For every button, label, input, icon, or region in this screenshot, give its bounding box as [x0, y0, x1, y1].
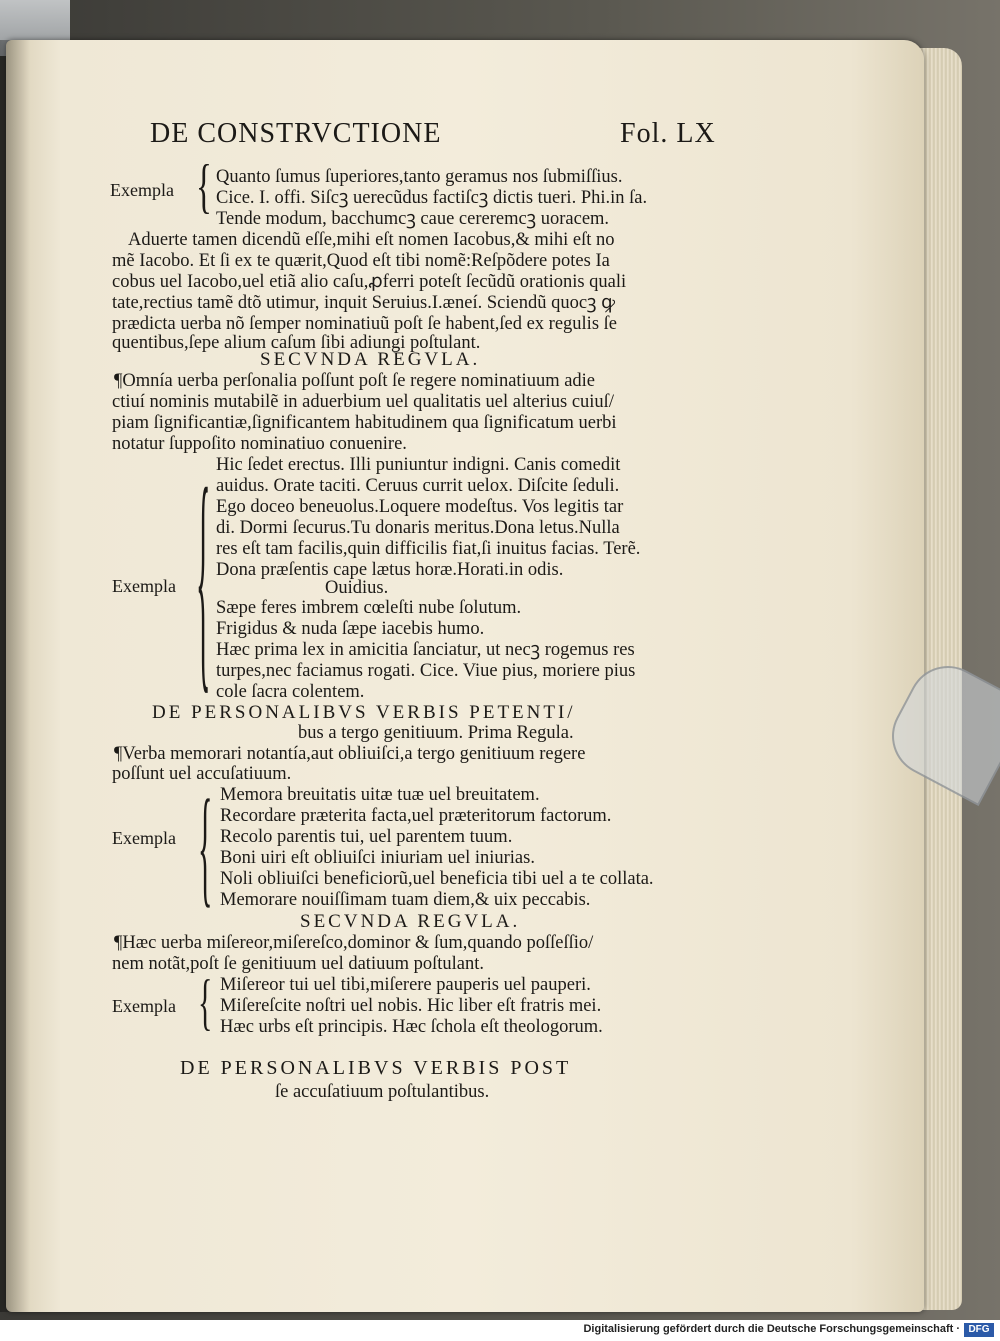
text-line: Tende modum, bacchumcꝫ caue cereremcꝫ uoracem.: [216, 209, 610, 229]
section-subheading: bus a tergo genitiuum. Prima Regula.: [298, 723, 574, 743]
text-line: ctiuí nominis mutabilẽ in aduerbium uel qualitatis uel alterius cuiuſ/: [112, 392, 614, 412]
brace: {: [196, 439, 211, 714]
section-heading: SECVNDA REGVLA.: [260, 349, 481, 370]
brace: {: [198, 773, 213, 919]
text-line: Sæpe feres imbrem cœleſti nube ſolutum.: [216, 598, 522, 618]
section-subheading: ſe accuſatiuum poſtulantibus.: [275, 1082, 490, 1102]
text-line: Boni uiri eſt obliuiſci iniuriam uel iniurias.: [220, 848, 535, 868]
dfg-logo: DFG: [964, 1323, 994, 1337]
text-line: cole ſacra colentem.: [216, 682, 365, 702]
text-line: Hic ſedet erectus. Illi puniuntur indigni. Canis comedit: [216, 455, 621, 475]
text-line: Memora breuitatis uitæ tuæ uel breuitatem.: [220, 785, 540, 805]
brace: {: [196, 153, 212, 219]
folio-number: Fol. LX: [620, 118, 716, 149]
exempla-label: Exempla: [110, 180, 174, 200]
text-line: Miſereor tui uel tibi,miſerere pauperis uel pauperi.: [220, 975, 591, 995]
paragraph-mark: ¶: [114, 371, 123, 391]
section-heading: DE PERSONALIBVS VERBIS PETENTI/: [152, 702, 576, 723]
text-line: di. Dormi ſecurus.Tu donaris meritus.Dona letus.Nulla: [216, 518, 620, 538]
text-line: Verba memorari notantía,aut obliuiſci,a tergo genitiuum regere: [122, 744, 586, 764]
text-line: Recordare præterita facta,uel præteritorum factorum.: [220, 806, 612, 826]
paragraph-mark: ¶: [114, 933, 123, 953]
text-line: cobus uel Iacobo,uel etiã alio caſu,ꝓferri poteſt ſecũdũ orationis quali: [112, 272, 627, 292]
text-line: prædicta uerba nõ ſemper nominatiuũ poſt ſe habent,ſed ex regulis ſe: [112, 314, 618, 334]
text-line: Dona præſentis cape lætus horæ.Horati.in odis.: [216, 560, 564, 580]
text-line: Memorare nouiſſimam tuam diem,& uix peccabis.: [220, 890, 591, 910]
text-line: piam ſignificantiæ,ſignificantem habitudinem qua ſignificatum uerbi: [112, 413, 617, 433]
text-line: Hæc prima lex in amicitia ſanciatur, ut necꝫ rogemus res: [216, 640, 635, 660]
text-line: Recolo parentis tui, uel parentem tuum.: [220, 827, 513, 847]
text-line: Frigidus & nuda ſæpe iacebis humo.: [216, 619, 485, 639]
section-heading: DE PERSONALIBVS VERBIS POST: [180, 1057, 572, 1079]
text-line: notatur ſuppoſito nominatiuo conuenire.: [112, 434, 407, 454]
exempla-label: Exempla: [112, 996, 176, 1016]
brace: {: [198, 966, 213, 1037]
funding-credit: Digitalisierung gefördert durch die Deutsche Forschungsgemeinschaft ·: [583, 1323, 960, 1335]
footer-bar: [0, 1320, 1000, 1341]
text-line: Omnía uerba perſonalia poſſunt poſt ſe regere nominatiuum adie: [122, 371, 596, 391]
text-line: poſſunt uel accuſatiuum.: [112, 764, 292, 784]
text-line: Aduerte tamen dicendũ eſſe,mihi eſt nomen Iacobus,& mihi eſt no: [128, 230, 615, 250]
running-head: DE CONSTRVCTIONE: [150, 118, 442, 149]
text-line: Cice. I. offi. Siſcꝫ uerecũdus factiſcꝫ dictis tueri. Phi.in ſa.: [216, 188, 648, 208]
text-line: Ouidius.: [325, 578, 389, 598]
paragraph-line: [114, 371, 595, 391]
text-line: nem notãt,poſt ſe genitiuum uel datiuum poſtulant.: [112, 954, 484, 974]
text-line: auidus. Orate taciti. Ceruus currit uelox. Diſcite ſeduli.: [216, 476, 620, 496]
paragraph-line: [114, 933, 593, 953]
text-line: Hæc uerba miſereor,miſereſco,dominor & ſum,quando poſſeſſio/: [122, 933, 594, 953]
text-line: mẽ Iacobo. Et ſi ex te quærit,Quod eſt tibi nomẽ:Reſpõdere potes Ia: [112, 251, 610, 271]
text-line: quentibus,ſepe alium caſum ſibi adiungi poſtulant.: [112, 333, 481, 353]
section-heading: SECVNDA REGVLA.: [300, 911, 521, 932]
exempla-label: Exempla: [112, 576, 176, 596]
text-line: Quanto ſumus ſuperiores,tanto geramus nos ſubmiſſius.: [216, 167, 623, 187]
exempla-label: Exempla: [112, 828, 176, 848]
text-line: Ego doceo beneuolus.Loquere modeſtus. Vos legitis tar: [216, 497, 624, 517]
text-line: Miſereſcite noſtri uel nobis. Hic liber eſt fratris mei.: [220, 996, 602, 1016]
text-line: res eſt tam facilis,quin difficilis fiat,ſi inuitus facias. Terẽ.: [216, 539, 641, 559]
text-line: Hæc urbs eſt principis. Hæc ſchola eſt theologorum.: [220, 1017, 603, 1037]
paragraph-line: [114, 744, 585, 764]
text-line: Noli obliuiſci beneficiorũ,uel beneficia tibi uel a te collata.: [220, 869, 654, 889]
text-line: turpes,nec faciamus rogati. Cice. Viue pius, moriere pius: [216, 661, 636, 681]
paragraph-mark: ¶: [114, 744, 123, 764]
text-line: tate,rectius tamẽ dtõ utimur, inquit Seruius.I.æneí. Sciendũ quocꝫ ꝙ: [112, 293, 616, 313]
